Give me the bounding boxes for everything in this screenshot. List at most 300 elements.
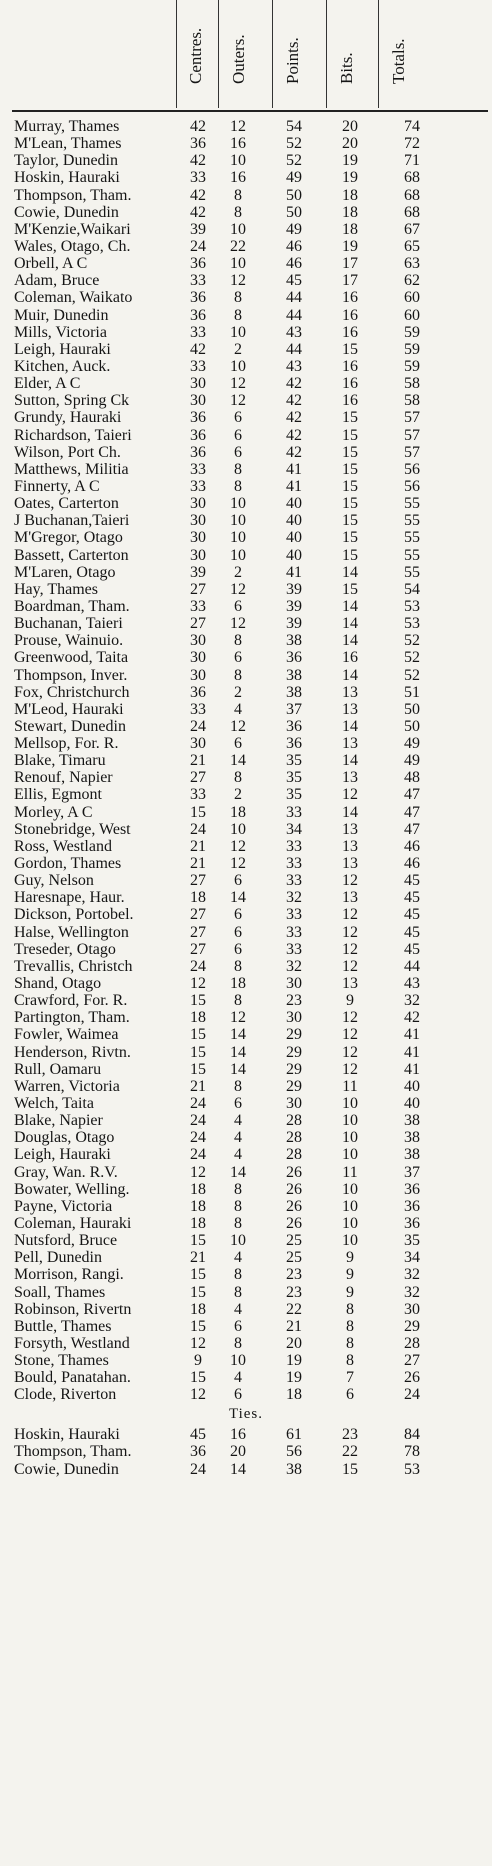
bits-value: 16 [342, 649, 358, 667]
totals-value: 36 [404, 1215, 420, 1232]
bits-value: 10 [342, 1112, 358, 1130]
table-row [0, 735, 492, 752]
competitor-name: Oates, Carterton [14, 495, 119, 513]
points-value: 40 [286, 495, 302, 513]
totals-value: 71 [404, 152, 420, 170]
outers-value: 14 [230, 1026, 246, 1044]
outers-value: 6 [234, 906, 242, 924]
outers-value: 4 [234, 1146, 242, 1164]
points-value: 42 [286, 426, 302, 444]
points-value: 33 [286, 837, 302, 855]
points-value: 44 [286, 306, 302, 324]
totals-value: 53 [404, 615, 420, 633]
centres-value: 30 [190, 666, 206, 684]
outers-value: 12 [230, 1009, 246, 1027]
totals-value: 52 [404, 666, 420, 684]
table-row [0, 752, 492, 769]
competitor-name: Thompson, Tham. [14, 1443, 132, 1461]
bits-value: 13 [342, 735, 358, 753]
competitor-name: Payne, Victoria [14, 1197, 113, 1215]
competitor-name: M'Leod, Hauraki [14, 700, 124, 718]
centres-value: 18 [190, 889, 206, 907]
totals-value: 34 [404, 1249, 420, 1267]
points-value: 28 [286, 1146, 302, 1164]
table-row [0, 615, 492, 632]
bits-value: 23 [342, 1426, 358, 1444]
outers-value: 6 [234, 872, 242, 890]
table-row [0, 1232, 492, 1249]
competitor-name: Mills, Victoria [14, 323, 107, 341]
competitor-name: Muir, Dunedin [14, 306, 109, 324]
points-value: 33 [286, 803, 302, 821]
table-row [0, 684, 492, 701]
centres-value: 33 [190, 786, 206, 804]
table-row [0, 1318, 492, 1335]
centres-value: 27 [190, 615, 206, 633]
totals-value: 45 [404, 906, 420, 924]
bits-value: 9 [346, 992, 354, 1010]
bits-value: 12 [342, 957, 358, 975]
table-row [0, 272, 492, 289]
bits-value: 11 [342, 1163, 358, 1181]
competitor-name: Kitchen, Auck. [14, 357, 111, 375]
points-value: 26 [286, 1215, 302, 1232]
totals-value: 72 [404, 135, 420, 153]
outers-value: 14 [230, 1460, 246, 1478]
divider [176, 0, 177, 108]
table-row [0, 941, 492, 958]
bits-value: 10 [342, 1180, 358, 1198]
totals-value: 29 [404, 1317, 420, 1335]
competitor-name: Partington, Tham. [14, 1009, 130, 1027]
bits-value: 12 [342, 786, 358, 804]
totals-value: 30 [404, 1300, 420, 1318]
totals-value: 84 [404, 1426, 420, 1444]
points-value: 46 [286, 255, 302, 273]
header-rule [12, 110, 488, 112]
bits-value: 10 [342, 1095, 358, 1113]
centres-value: 30 [190, 495, 206, 513]
bits-value: 15 [342, 426, 358, 444]
outers-value: 8 [234, 632, 242, 650]
bits-value: 16 [342, 375, 358, 393]
bits-value: 12 [342, 1043, 358, 1061]
points-value: 29 [286, 1026, 302, 1044]
table-row [0, 289, 492, 306]
totals-value: 58 [404, 392, 420, 410]
bits-value: 15 [342, 529, 358, 547]
points-value: 37 [286, 700, 302, 718]
competitor-name: Wales, Otago, Ch. [14, 237, 131, 255]
totals-value: 52 [404, 649, 420, 667]
totals-value: 36 [404, 1180, 420, 1198]
totals-value: 40 [404, 1077, 420, 1095]
bits-value: 15 [342, 409, 358, 427]
table-row [0, 255, 492, 272]
competitor-name: Soall, Thames [14, 1283, 106, 1301]
centres-value: 30 [190, 375, 206, 393]
centres-value: 18 [190, 1300, 206, 1318]
outers-value: 12 [230, 272, 246, 290]
centres-value: 33 [190, 272, 206, 290]
outers-value: 4 [234, 700, 242, 718]
outers-value: 10 [230, 255, 246, 273]
centres-value: 33 [190, 357, 206, 375]
competitor-name: Warren, Victoria [14, 1077, 120, 1095]
column-header-centres: Centres. [186, 27, 205, 84]
points-value: 38 [286, 1460, 302, 1478]
points-value: 42 [286, 443, 302, 461]
competitor-name: Matthews, Militia [14, 460, 129, 478]
points-value: 44 [286, 289, 302, 307]
centres-value: 36 [190, 409, 206, 427]
bits-value: 12 [342, 1060, 358, 1078]
table-row [0, 169, 492, 186]
bits-value: 14 [342, 563, 358, 581]
table-row [0, 324, 492, 341]
table-row [0, 701, 492, 718]
centres-value: 36 [190, 426, 206, 444]
table-row [0, 906, 492, 923]
outers-value: 8 [234, 203, 242, 221]
bits-value: 13 [342, 820, 358, 838]
competitor-name: Blake, Timaru [14, 752, 106, 770]
points-value: 39 [286, 580, 302, 598]
centres-value: 42 [190, 203, 206, 221]
centres-value: 21 [190, 1077, 206, 1095]
points-value: 29 [286, 1043, 302, 1061]
points-value: 26 [286, 1180, 302, 1198]
bits-value: 14 [342, 803, 358, 821]
table-row [0, 118, 492, 135]
outers-value: 4 [234, 1112, 242, 1130]
competitor-name: Thompson, Tham. [14, 186, 132, 204]
centres-value: 36 [190, 135, 206, 153]
totals-value: 60 [404, 289, 420, 307]
competitor-name: M'Gregor, Otago [14, 529, 123, 547]
table-row [0, 1386, 492, 1403]
bits-value: 6 [346, 1386, 354, 1404]
bits-value: 15 [342, 1460, 358, 1478]
table-row [0, 1266, 492, 1283]
outers-value: 4 [234, 1300, 242, 1318]
outers-value: 8 [234, 477, 242, 495]
points-value: 46 [286, 237, 302, 255]
centres-value: 33 [190, 477, 206, 495]
centres-value: 15 [190, 1232, 206, 1250]
competitor-name: Hoskin, Hauraki [14, 1426, 120, 1444]
competitor-name: Greenwood, Taita [14, 649, 129, 667]
bits-value: 7 [346, 1369, 354, 1387]
table-row [0, 512, 492, 529]
outers-value: 6 [234, 1095, 242, 1113]
points-value: 23 [286, 992, 302, 1010]
table-row [0, 1301, 492, 1318]
outers-value: 10 [230, 323, 246, 341]
totals-value: 55 [404, 529, 420, 547]
table-row [0, 718, 492, 735]
table-row [0, 889, 492, 906]
results-table [0, 118, 492, 1404]
bits-value: 12 [342, 1026, 358, 1044]
bits-value: 20 [342, 118, 358, 135]
points-value: 43 [286, 323, 302, 341]
points-value: 29 [286, 1077, 302, 1095]
centres-value: 42 [190, 152, 206, 170]
centres-value: 18 [190, 1215, 206, 1232]
outers-value: 8 [234, 1197, 242, 1215]
centres-value: 27 [190, 580, 206, 598]
outers-value: 6 [234, 426, 242, 444]
bits-value: 14 [342, 717, 358, 735]
outers-value: 22 [230, 237, 246, 255]
points-value: 33 [286, 906, 302, 924]
centres-value: 24 [190, 1460, 206, 1478]
table-row [0, 375, 492, 392]
centres-value: 42 [190, 340, 206, 358]
points-value: 30 [286, 975, 302, 993]
competitor-name: Halse, Wellington [14, 923, 129, 941]
competitor-name: Buchanan, Taieri [14, 615, 123, 633]
points-value: 42 [286, 375, 302, 393]
points-value: 43 [286, 357, 302, 375]
competitor-name: Robinson, Rivertn [14, 1300, 132, 1318]
table-row [0, 1249, 492, 1266]
totals-value: 49 [404, 735, 420, 753]
bits-value: 19 [342, 169, 358, 187]
points-value: 34 [286, 820, 302, 838]
table-row [0, 358, 492, 375]
outers-value: 10 [230, 820, 246, 838]
totals-value: 47 [404, 803, 420, 821]
outers-value: 14 [230, 1060, 246, 1078]
points-value: 35 [286, 769, 302, 787]
competitor-name: Clode, Riverton [14, 1386, 117, 1404]
competitor-name: Stonebridge, West [14, 820, 131, 838]
bits-value: 18 [342, 203, 358, 221]
competitor-name: Adam, Bruce [14, 272, 100, 290]
totals-value: 37 [404, 1163, 420, 1181]
totals-value: 57 [404, 409, 420, 427]
bits-value: 17 [342, 272, 358, 290]
totals-value: 48 [404, 769, 420, 787]
totals-value: 50 [404, 700, 420, 718]
column-header-totals: Totals. [389, 38, 408, 84]
totals-value: 40 [404, 1095, 420, 1113]
totals-value: 54 [404, 580, 420, 598]
table-row [0, 1112, 492, 1129]
competitor-name: Stewart, Dunedin [14, 717, 126, 735]
centres-value: 15 [190, 1026, 206, 1044]
centres-value: 24 [190, 237, 206, 255]
centres-value: 27 [190, 923, 206, 941]
points-value: 52 [286, 152, 302, 170]
table-row [0, 1352, 492, 1369]
table-row [0, 581, 492, 598]
outers-value: 6 [234, 649, 242, 667]
outers-value: 8 [234, 957, 242, 975]
totals-value: 26 [404, 1369, 420, 1387]
centres-value: 24 [190, 1146, 206, 1164]
outers-value: 20 [230, 1443, 246, 1461]
points-value: 30 [286, 1009, 302, 1027]
competitor-name: Ellis, Egmont [14, 786, 102, 804]
points-value: 41 [286, 563, 302, 581]
centres-value: 30 [190, 529, 206, 547]
bits-value: 14 [342, 752, 358, 770]
totals-value: 50 [404, 717, 420, 735]
totals-value: 47 [404, 786, 420, 804]
centres-value: 27 [190, 872, 206, 890]
bits-value: 19 [342, 237, 358, 255]
totals-value: 68 [404, 186, 420, 204]
centres-value: 9 [194, 1352, 202, 1370]
centres-value: 12 [190, 975, 206, 993]
points-value: 33 [286, 923, 302, 941]
table-row [0, 1198, 492, 1215]
bits-value: 13 [342, 683, 358, 701]
totals-value: 38 [404, 1146, 420, 1164]
competitor-name: Leigh, Hauraki [14, 340, 111, 358]
competitor-name: Buttle, Thames [14, 1317, 112, 1335]
points-value: 38 [286, 683, 302, 701]
totals-value: 41 [404, 1060, 420, 1078]
points-value: 44 [286, 340, 302, 358]
table-row [0, 307, 492, 324]
table-row [0, 1461, 492, 1478]
competitor-name: Elder, A C [14, 375, 81, 393]
totals-value: 32 [404, 1266, 420, 1284]
points-value: 35 [286, 786, 302, 804]
divider [218, 0, 219, 108]
bits-value: 16 [342, 357, 358, 375]
bits-value: 12 [342, 872, 358, 890]
table-row [0, 392, 492, 409]
competitor-name: Haresnape, Haur. [14, 889, 125, 907]
bits-value: 16 [342, 289, 358, 307]
outers-value: 10 [230, 512, 246, 530]
outers-value: 8 [234, 1266, 242, 1284]
centres-value: 42 [190, 118, 206, 135]
outers-value: 12 [230, 837, 246, 855]
bits-value: 15 [342, 460, 358, 478]
points-value: 28 [286, 1112, 302, 1130]
points-value: 39 [286, 615, 302, 633]
points-value: 18 [286, 1386, 302, 1404]
competitor-name: Guy, Nelson [14, 872, 94, 890]
centres-value: 24 [190, 820, 206, 838]
competitor-name: Grundy, Hauraki [14, 409, 122, 427]
competitor-name: Wilson, Port Ch. [14, 443, 121, 461]
table-row [0, 529, 492, 546]
bits-value: 13 [342, 855, 358, 873]
outers-value: 12 [230, 717, 246, 735]
totals-value: 74 [404, 118, 420, 135]
bits-value: 9 [346, 1283, 354, 1301]
outers-value: 8 [234, 1180, 242, 1198]
table-row [0, 341, 492, 358]
totals-value: 44 [404, 957, 420, 975]
totals-value: 45 [404, 872, 420, 890]
table-row [0, 409, 492, 426]
totals-value: 28 [404, 1334, 420, 1352]
outers-value: 8 [234, 1283, 242, 1301]
points-value: 33 [286, 872, 302, 890]
totals-value: 60 [404, 306, 420, 324]
competitor-name: Murray, Thames [14, 118, 120, 135]
points-value: 36 [286, 649, 302, 667]
competitor-name: Hoskin, Hauraki [14, 169, 120, 187]
competitor-name: Taylor, Dunedin [14, 152, 118, 170]
table-row [0, 495, 492, 512]
totals-value: 35 [404, 1232, 420, 1250]
bits-value: 13 [342, 975, 358, 993]
table-row [0, 872, 492, 889]
centres-value: 15 [190, 1266, 206, 1284]
points-value: 32 [286, 957, 302, 975]
totals-value: 45 [404, 889, 420, 907]
table-row [0, 598, 492, 615]
outers-value: 6 [234, 1386, 242, 1404]
totals-value: 59 [404, 357, 420, 375]
totals-value: 55 [404, 546, 420, 564]
bits-value: 12 [342, 906, 358, 924]
centres-value: 30 [190, 392, 206, 410]
bits-value: 15 [342, 580, 358, 598]
table-row [0, 1061, 492, 1078]
table-row [0, 632, 492, 649]
points-value: 25 [286, 1232, 302, 1250]
outers-value: 18 [230, 975, 246, 993]
competitor-name: Pell, Dunedin [14, 1249, 102, 1267]
outers-value: 6 [234, 1317, 242, 1335]
competitor-name: M'Lean, Thames [14, 135, 122, 153]
table-row [0, 444, 492, 461]
points-value: 19 [286, 1352, 302, 1370]
competitor-name: Coleman, Hauraki [14, 1215, 132, 1232]
totals-value: 59 [404, 323, 420, 341]
centres-value: 15 [190, 992, 206, 1010]
outers-value: 18 [230, 803, 246, 821]
centres-value: 18 [190, 1197, 206, 1215]
table-row [0, 649, 492, 666]
competitor-name: Morrison, Rangi. [14, 1266, 124, 1284]
centres-value: 45 [190, 1426, 206, 1444]
points-value: 28 [286, 1129, 302, 1147]
table-row [0, 1146, 492, 1163]
table-row [0, 992, 492, 1009]
competitor-name: Richardson, Taieri [14, 426, 132, 444]
outers-value: 6 [234, 597, 242, 615]
table-row [0, 838, 492, 855]
points-value: 35 [286, 752, 302, 770]
outers-value: 8 [234, 306, 242, 324]
outers-value: 4 [234, 1129, 242, 1147]
table-row [0, 238, 492, 255]
bits-value: 15 [342, 546, 358, 564]
centres-value: 15 [190, 1043, 206, 1061]
points-value: 56 [286, 1443, 302, 1461]
totals-value: 55 [404, 512, 420, 530]
totals-value: 41 [404, 1026, 420, 1044]
competitor-name: Sutton, Spring Ck [14, 392, 130, 410]
centres-value: 36 [190, 683, 206, 701]
totals-value: 78 [404, 1443, 420, 1461]
bits-value: 10 [342, 1197, 358, 1215]
table-row [0, 821, 492, 838]
totals-value: 62 [404, 272, 420, 290]
bits-value: 10 [342, 1232, 358, 1250]
